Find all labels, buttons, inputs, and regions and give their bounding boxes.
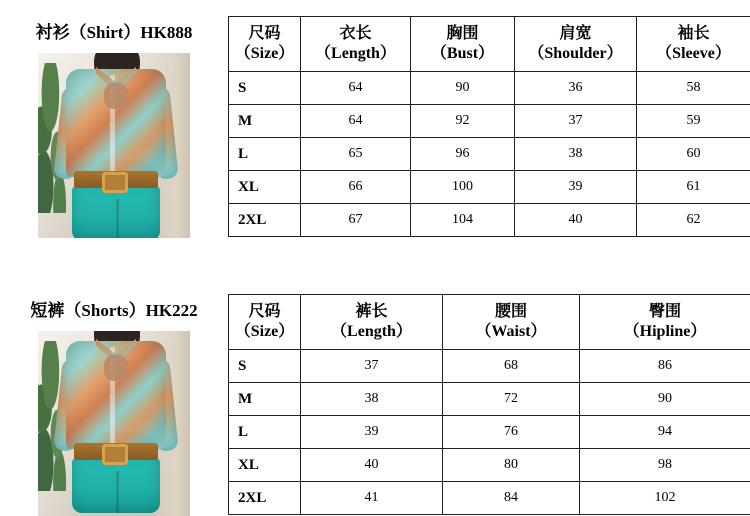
- cell-hipline: 86: [580, 350, 750, 383]
- header-sleeve-cn: 袖长: [677, 25, 709, 42]
- cell-bust: 96: [411, 138, 515, 171]
- cell-hipline: 102: [580, 482, 750, 515]
- table-row: [229, 482, 750, 515]
- shorts-size-table: [228, 294, 750, 515]
- cell-size: M: [229, 105, 301, 138]
- header-waist-en: （Waist）: [443, 322, 579, 342]
- cell-size: S: [229, 72, 301, 105]
- table-header-row: [229, 17, 750, 72]
- cell-sleeve: 60: [637, 138, 750, 171]
- cell-waist: 84: [443, 482, 580, 515]
- shorts-left-column: [0, 278, 228, 516]
- table-row: [229, 105, 750, 138]
- shorts-table-wrap: [228, 278, 750, 515]
- table-header-row: [229, 295, 750, 350]
- header-size: [229, 295, 301, 350]
- cell-length: 64: [301, 105, 411, 138]
- table-row: [229, 204, 750, 237]
- cell-waist: 72: [443, 383, 580, 416]
- table-row: [229, 416, 750, 449]
- cell-shoulder: 40: [515, 204, 637, 237]
- model-belt-buckle: [102, 172, 128, 193]
- cell-size: 2XL: [229, 204, 301, 237]
- cell-length: 66: [301, 171, 411, 204]
- model-belt-buckle: [102, 444, 128, 465]
- cell-sleeve: 58: [637, 72, 750, 105]
- header-size: [229, 17, 301, 72]
- header-bust-cn: 胸围: [446, 25, 478, 42]
- cell-size: XL: [229, 449, 301, 482]
- photo-model: [64, 53, 168, 238]
- header-length-cn: 衣长: [339, 25, 371, 42]
- shorts-product-photo: [38, 331, 190, 516]
- cell-waist: 68: [443, 350, 580, 383]
- header-waist-cn: 腰围: [495, 303, 527, 320]
- cell-size: 2XL: [229, 482, 301, 515]
- table-row: [229, 171, 750, 204]
- cell-sleeve: 61: [637, 171, 750, 204]
- cell-waist: 76: [443, 416, 580, 449]
- cell-pant-length: 39: [301, 416, 443, 449]
- header-sleeve: [637, 17, 750, 72]
- cell-sleeve: 59: [637, 105, 750, 138]
- header-pant-length-cn: 裤长: [355, 303, 387, 320]
- header-hipline-cn: 臀围: [649, 303, 681, 320]
- header-pant-length: [301, 295, 443, 350]
- header-size-cn: 尺码: [248, 303, 280, 320]
- table-row: [229, 138, 750, 171]
- cell-pant-length: 41: [301, 482, 443, 515]
- header-hipline-en: （Hipline）: [580, 322, 750, 342]
- model-shorts: [72, 457, 160, 513]
- header-length-en: （Length）: [301, 44, 410, 64]
- cell-size: L: [229, 138, 301, 171]
- header-sleeve-en: （Sleeve）: [637, 44, 750, 64]
- header-size-cn: 尺码: [248, 25, 280, 42]
- cell-bust: 104: [411, 204, 515, 237]
- model-neckline-skin: [104, 355, 128, 381]
- header-waist: [443, 295, 580, 350]
- cell-length: 67: [301, 204, 411, 237]
- header-hipline: [580, 295, 750, 350]
- product-section-shorts: [0, 278, 750, 516]
- cell-sleeve: 62: [637, 204, 750, 237]
- header-bust-en: （Bust）: [411, 44, 514, 64]
- cell-bust: 100: [411, 171, 515, 204]
- shirt-left-column: [0, 0, 228, 238]
- cell-pant-length: 40: [301, 449, 443, 482]
- model-neckline-skin: [104, 83, 128, 109]
- cell-shoulder: 37: [515, 105, 637, 138]
- cell-hipline: 90: [580, 383, 750, 416]
- header-size-en: （Size）: [229, 322, 300, 342]
- header-pant-length-en: （Length）: [301, 322, 442, 342]
- shirt-product-title: 衬衫（Shirt）HK888: [36, 0, 193, 53]
- cell-length: 64: [301, 72, 411, 105]
- shirt-product-photo: [38, 53, 190, 238]
- header-size-en: （Size）: [229, 44, 300, 64]
- shirt-size-table: [228, 16, 750, 237]
- header-shoulder-cn: 肩宽: [559, 25, 591, 42]
- table-row: [229, 350, 750, 383]
- photo-model: [64, 331, 168, 510]
- cell-hipline: 94: [580, 416, 750, 449]
- table-row: [229, 72, 750, 105]
- cell-shoulder: 39: [515, 171, 637, 204]
- cell-shoulder: 38: [515, 138, 637, 171]
- cell-size: XL: [229, 171, 301, 204]
- cell-length: 65: [301, 138, 411, 171]
- table-row: [229, 383, 750, 416]
- cell-size: L: [229, 416, 301, 449]
- header-shoulder: [515, 17, 637, 72]
- cell-shoulder: 36: [515, 72, 637, 105]
- cell-waist: 80: [443, 449, 580, 482]
- table-row: [229, 449, 750, 482]
- shorts-product-title: 短裤（Shorts）HK222: [30, 278, 197, 331]
- cell-bust: 90: [411, 72, 515, 105]
- header-bust: [411, 17, 515, 72]
- cell-size: M: [229, 383, 301, 416]
- shirt-table-wrap: [228, 0, 750, 237]
- header-length: [301, 17, 411, 72]
- cell-pant-length: 37: [301, 350, 443, 383]
- cell-pant-length: 38: [301, 383, 443, 416]
- cell-hipline: 98: [580, 449, 750, 482]
- header-shoulder-en: （Shoulder）: [515, 44, 636, 64]
- product-section-shirt: [0, 0, 750, 238]
- cell-size: S: [229, 350, 301, 383]
- cell-bust: 92: [411, 105, 515, 138]
